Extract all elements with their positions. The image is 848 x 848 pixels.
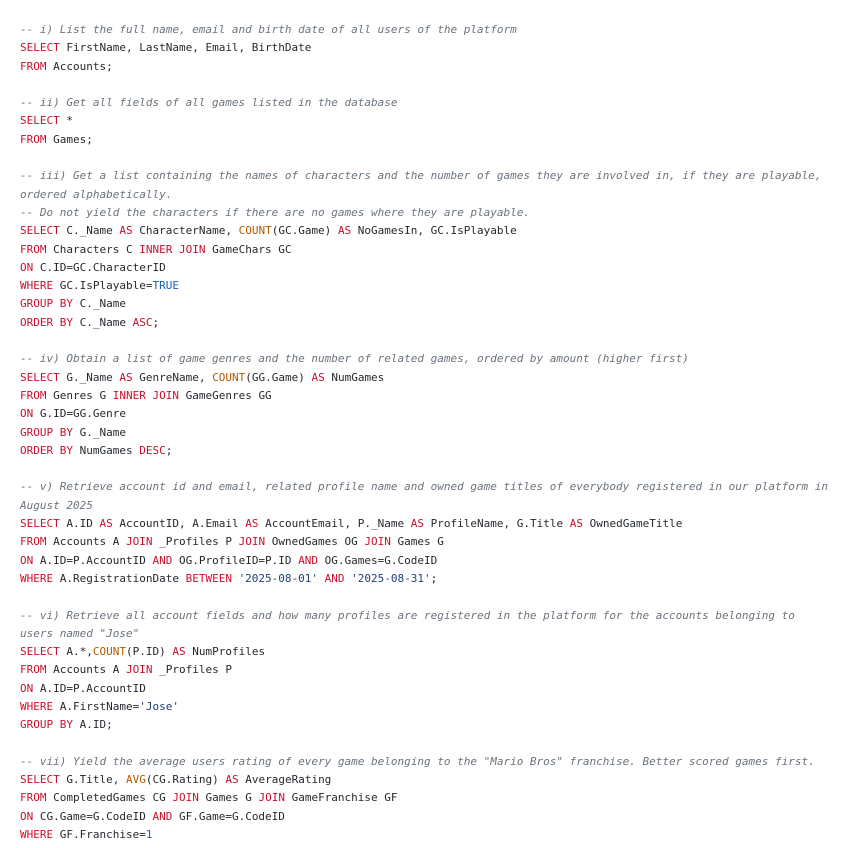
- code-line: [20, 753, 834, 771]
- sql-text: GenreName,: [132, 370, 213, 384]
- sql-comment: -- v) Retrieve account id and email, related profile name and owned game titles of everybody registered in our platform in August 2025: [20, 480, 835, 512]
- code-line: [20, 607, 834, 644]
- code-line: [20, 58, 834, 76]
- sql-keyword: GROUP BY: [20, 718, 73, 732]
- sql-text: NumGames: [72, 443, 140, 457]
- sql-keyword: ON: [20, 553, 34, 567]
- sql-text: Accounts A: [46, 535, 126, 549]
- blank-line: [20, 588, 834, 606]
- sql-keyword: AS: [245, 517, 259, 531]
- sql-keyword: AS: [172, 645, 186, 659]
- sql-keyword: ORDER BY: [20, 443, 73, 457]
- sql-keyword: WHERE: [20, 828, 54, 842]
- code-line: [20, 21, 834, 39]
- sql-text: Games G: [390, 535, 444, 549]
- sql-comment: -- i) List the full name, email and birth date of all users of the platform: [20, 23, 517, 36]
- code-line: [20, 369, 834, 387]
- sql-text: A.FirstName=: [53, 699, 140, 713]
- sql-keyword: SELECT: [20, 114, 60, 128]
- sql-comment: -- ii) Get all fields of all games listed in the database: [20, 96, 398, 110]
- sql-text: A.RegistrationDate: [53, 571, 186, 585]
- sql-text: OG.ProfileID=P.ID: [172, 553, 299, 567]
- sql-keyword: AS: [99, 517, 113, 531]
- code-line: [20, 570, 834, 588]
- sql-keyword: WHERE: [20, 699, 54, 713]
- code-line: [20, 552, 834, 570]
- sql-comment: -- iv) Obtain a list of game genres and the number of related games, ordered by amount (higher first): [20, 352, 689, 366]
- code-line: [20, 789, 834, 807]
- sql-boolean: TRUE: [152, 279, 179, 293]
- blank-line: [20, 735, 834, 753]
- code-line: [20, 680, 834, 698]
- code-line: [20, 131, 834, 149]
- sql-function: COUNT: [92, 645, 126, 659]
- code-line: [20, 808, 834, 826]
- sql-keyword: AS: [337, 224, 352, 238]
- sql-keyword: FROM: [20, 663, 47, 677]
- sql-keyword: AS: [410, 517, 425, 531]
- sql-text: _Profiles P: [152, 535, 239, 549]
- sql-text: Characters C: [46, 242, 140, 256]
- sql-text: GF.Game=G.CodeID: [172, 809, 285, 823]
- code-line: [20, 442, 834, 460]
- sql-text: AccountID, A.Email: [112, 517, 246, 531]
- sql-keyword: GROUP BY: [20, 297, 73, 311]
- sql-keyword: SELECT: [20, 224, 60, 238]
- sql-text: A.ID=P.AccountID: [33, 553, 153, 567]
- sql-keyword: AND: [324, 571, 345, 585]
- sql-keyword: JOIN: [125, 535, 153, 549]
- sql-keyword: AS: [119, 370, 133, 384]
- sql-function: AVG: [125, 773, 146, 787]
- sql-keyword: AND: [152, 809, 173, 823]
- sql-keyword: FROM: [20, 59, 47, 73]
- sql-text: G.ID=GG.Genre: [33, 407, 126, 421]
- code-line: [20, 167, 834, 204]
- sql-keyword: FROM: [20, 132, 47, 146]
- sql-keyword: INNER JOIN: [139, 242, 206, 256]
- code-line: [20, 387, 834, 405]
- sql-keyword: FROM: [20, 388, 47, 402]
- sql-text: OG.Games=G.CodeID: [318, 553, 438, 567]
- sql-text: G._Name: [59, 370, 120, 384]
- sql-comment: -- iii) Get a list containing the names of characters and the number of games they are involved in, if they are playable, ordered alphabetically.: [20, 169, 828, 201]
- blank-line: [20, 149, 834, 167]
- sql-text: Accounts;: [46, 59, 113, 73]
- sql-keyword: FROM: [20, 242, 47, 256]
- sql-keyword: SELECT: [20, 645, 60, 659]
- sql-keyword: SELECT: [20, 41, 60, 55]
- sql-keyword: ORDER BY: [20, 315, 73, 329]
- sql-text: A.ID=P.AccountID: [33, 681, 146, 695]
- sql-text: (GG.Game): [245, 370, 312, 384]
- sql-text: ProfileName, G.Title: [424, 517, 570, 531]
- blank-line: [20, 460, 834, 478]
- sql-keyword: SELECT: [20, 517, 60, 531]
- sql-keyword: ON: [20, 809, 34, 823]
- sql-keyword: ON: [20, 260, 34, 274]
- code-line: [20, 94, 834, 112]
- sql-text: [318, 572, 325, 585]
- sql-text: GC.IsPlayable=: [53, 279, 153, 293]
- code-line: [20, 204, 834, 222]
- sql-keyword: JOIN: [125, 663, 153, 677]
- sql-keyword: SELECT: [20, 773, 60, 787]
- sql-text: C.ID=GC.CharacterID: [33, 260, 166, 274]
- sql-keyword: AS: [119, 224, 133, 238]
- sql-keyword: ON: [20, 681, 34, 695]
- sql-text: _Profiles P: [152, 663, 232, 677]
- sql-text: GameChars GC: [205, 242, 292, 256]
- code-line: [20, 661, 834, 679]
- sql-text: ;: [152, 315, 160, 329]
- sql-comment: -- vi) Retrieve all account fields and how many profiles are registered in the platform for the accounts belonging to users named "Jose": [20, 608, 802, 640]
- code-line: [20, 716, 834, 734]
- sql-text: Games;: [46, 132, 93, 146]
- sql-text: OwnedGameTitle: [582, 517, 683, 531]
- sql-string: '2025-08-31': [351, 571, 431, 585]
- sql-text: Accounts A: [46, 663, 126, 677]
- code-line: [20, 259, 834, 277]
- sql-text: FirstName, LastName, Email, BirthDate: [59, 41, 312, 55]
- code-line: [20, 826, 834, 844]
- sql-keyword: FROM: [20, 791, 47, 805]
- sql-keyword: GROUP BY: [20, 425, 73, 439]
- sql-text: NumProfiles: [185, 645, 266, 659]
- code-line: [20, 424, 834, 442]
- sql-text: AccountEmail, P._Name: [258, 517, 411, 531]
- sql-string: '2025-08-01': [238, 571, 319, 585]
- blank-line: [20, 76, 834, 94]
- sql-text: G.Title,: [59, 773, 126, 787]
- sql-keyword: WHERE: [20, 279, 54, 293]
- sql-function: COUNT: [212, 370, 246, 384]
- sql-text: A.ID;: [72, 718, 113, 732]
- code-line: [20, 350, 834, 368]
- sql-text: A.*,: [59, 645, 93, 659]
- sql-string: 'Jose': [139, 699, 179, 713]
- code-line: [20, 478, 834, 515]
- sql-keyword: AND: [152, 553, 173, 567]
- sql-text: GameGenres GG: [178, 388, 272, 402]
- sql-text: (GC.Game): [271, 224, 338, 238]
- code-line: [20, 314, 834, 332]
- sql-text: Genres G: [46, 388, 113, 402]
- sql-function: COUNT: [238, 224, 272, 238]
- sql-text: NoGamesIn, GC.IsPlayable: [351, 224, 517, 238]
- sql-text: (P.ID): [126, 645, 173, 659]
- sql-keyword: JOIN: [258, 791, 285, 805]
- sql-number: 1: [145, 828, 153, 842]
- sql-text: C._Name: [59, 224, 120, 238]
- sql-keyword: JOIN: [364, 535, 391, 549]
- sql-keyword: AND: [298, 553, 319, 567]
- code-line: [20, 112, 834, 130]
- sql-text: C._Name: [72, 315, 133, 329]
- sql-text: G._Name: [72, 425, 126, 439]
- sql-keyword: AS: [311, 370, 325, 384]
- code-line: [20, 698, 834, 716]
- sql-keyword: WHERE: [20, 571, 54, 585]
- sql-text: NumGames: [324, 370, 385, 384]
- code-line: [20, 771, 834, 789]
- sql-text: CompletedGames CG: [46, 791, 173, 805]
- sql-keyword: JOIN: [238, 535, 266, 549]
- code-line: [20, 533, 834, 551]
- sql-keyword: AS: [225, 773, 239, 787]
- sql-keyword: ASC: [132, 315, 153, 329]
- sql-text: ;: [165, 443, 173, 457]
- sql-text: CG.Game=G.CodeID: [33, 809, 153, 823]
- code-line: [20, 295, 834, 313]
- sql-text: CharacterName,: [132, 224, 239, 238]
- sql-comment: -- vii) Yield the average users rating of every game belonging to the "Mario Bros" franchise. Better scored games first.: [20, 754, 815, 768]
- sql-text: OwnedGames OG: [265, 535, 365, 549]
- sql-text: GameFranchise GF: [284, 791, 398, 805]
- sql-text: [232, 572, 239, 585]
- code-line: [20, 241, 834, 259]
- sql-keyword: FROM: [20, 535, 47, 549]
- code-line: [20, 405, 834, 423]
- code-line: [20, 643, 834, 661]
- sql-text: GF.Franchise=: [53, 828, 146, 842]
- code-line: [20, 39, 834, 57]
- sql-text: (CG.Rating): [145, 773, 226, 787]
- sql-text: *: [59, 114, 73, 128]
- sql-text: Games G: [198, 791, 259, 805]
- sql-keyword: AS: [569, 517, 583, 531]
- code-line: [20, 515, 834, 533]
- sql-keyword: JOIN: [172, 791, 199, 805]
- blank-line: [20, 332, 834, 350]
- sql-keyword: BETWEEN: [185, 571, 232, 585]
- sql-text: AverageRating: [238, 773, 332, 787]
- sql-text: ;: [430, 571, 438, 585]
- sql-comment: -- Do not yield the characters if there are no games where they are playable.: [20, 205, 530, 219]
- sql-keyword: INNER JOIN: [112, 388, 179, 402]
- code-line: [20, 222, 834, 240]
- sql-text: C._Name: [72, 297, 126, 311]
- sql-keyword: SELECT: [20, 370, 60, 384]
- code-line: [20, 277, 834, 295]
- sql-text: A.ID: [59, 517, 100, 531]
- sql-keyword: DESC: [139, 443, 166, 457]
- sql-keyword: ON: [20, 407, 34, 421]
